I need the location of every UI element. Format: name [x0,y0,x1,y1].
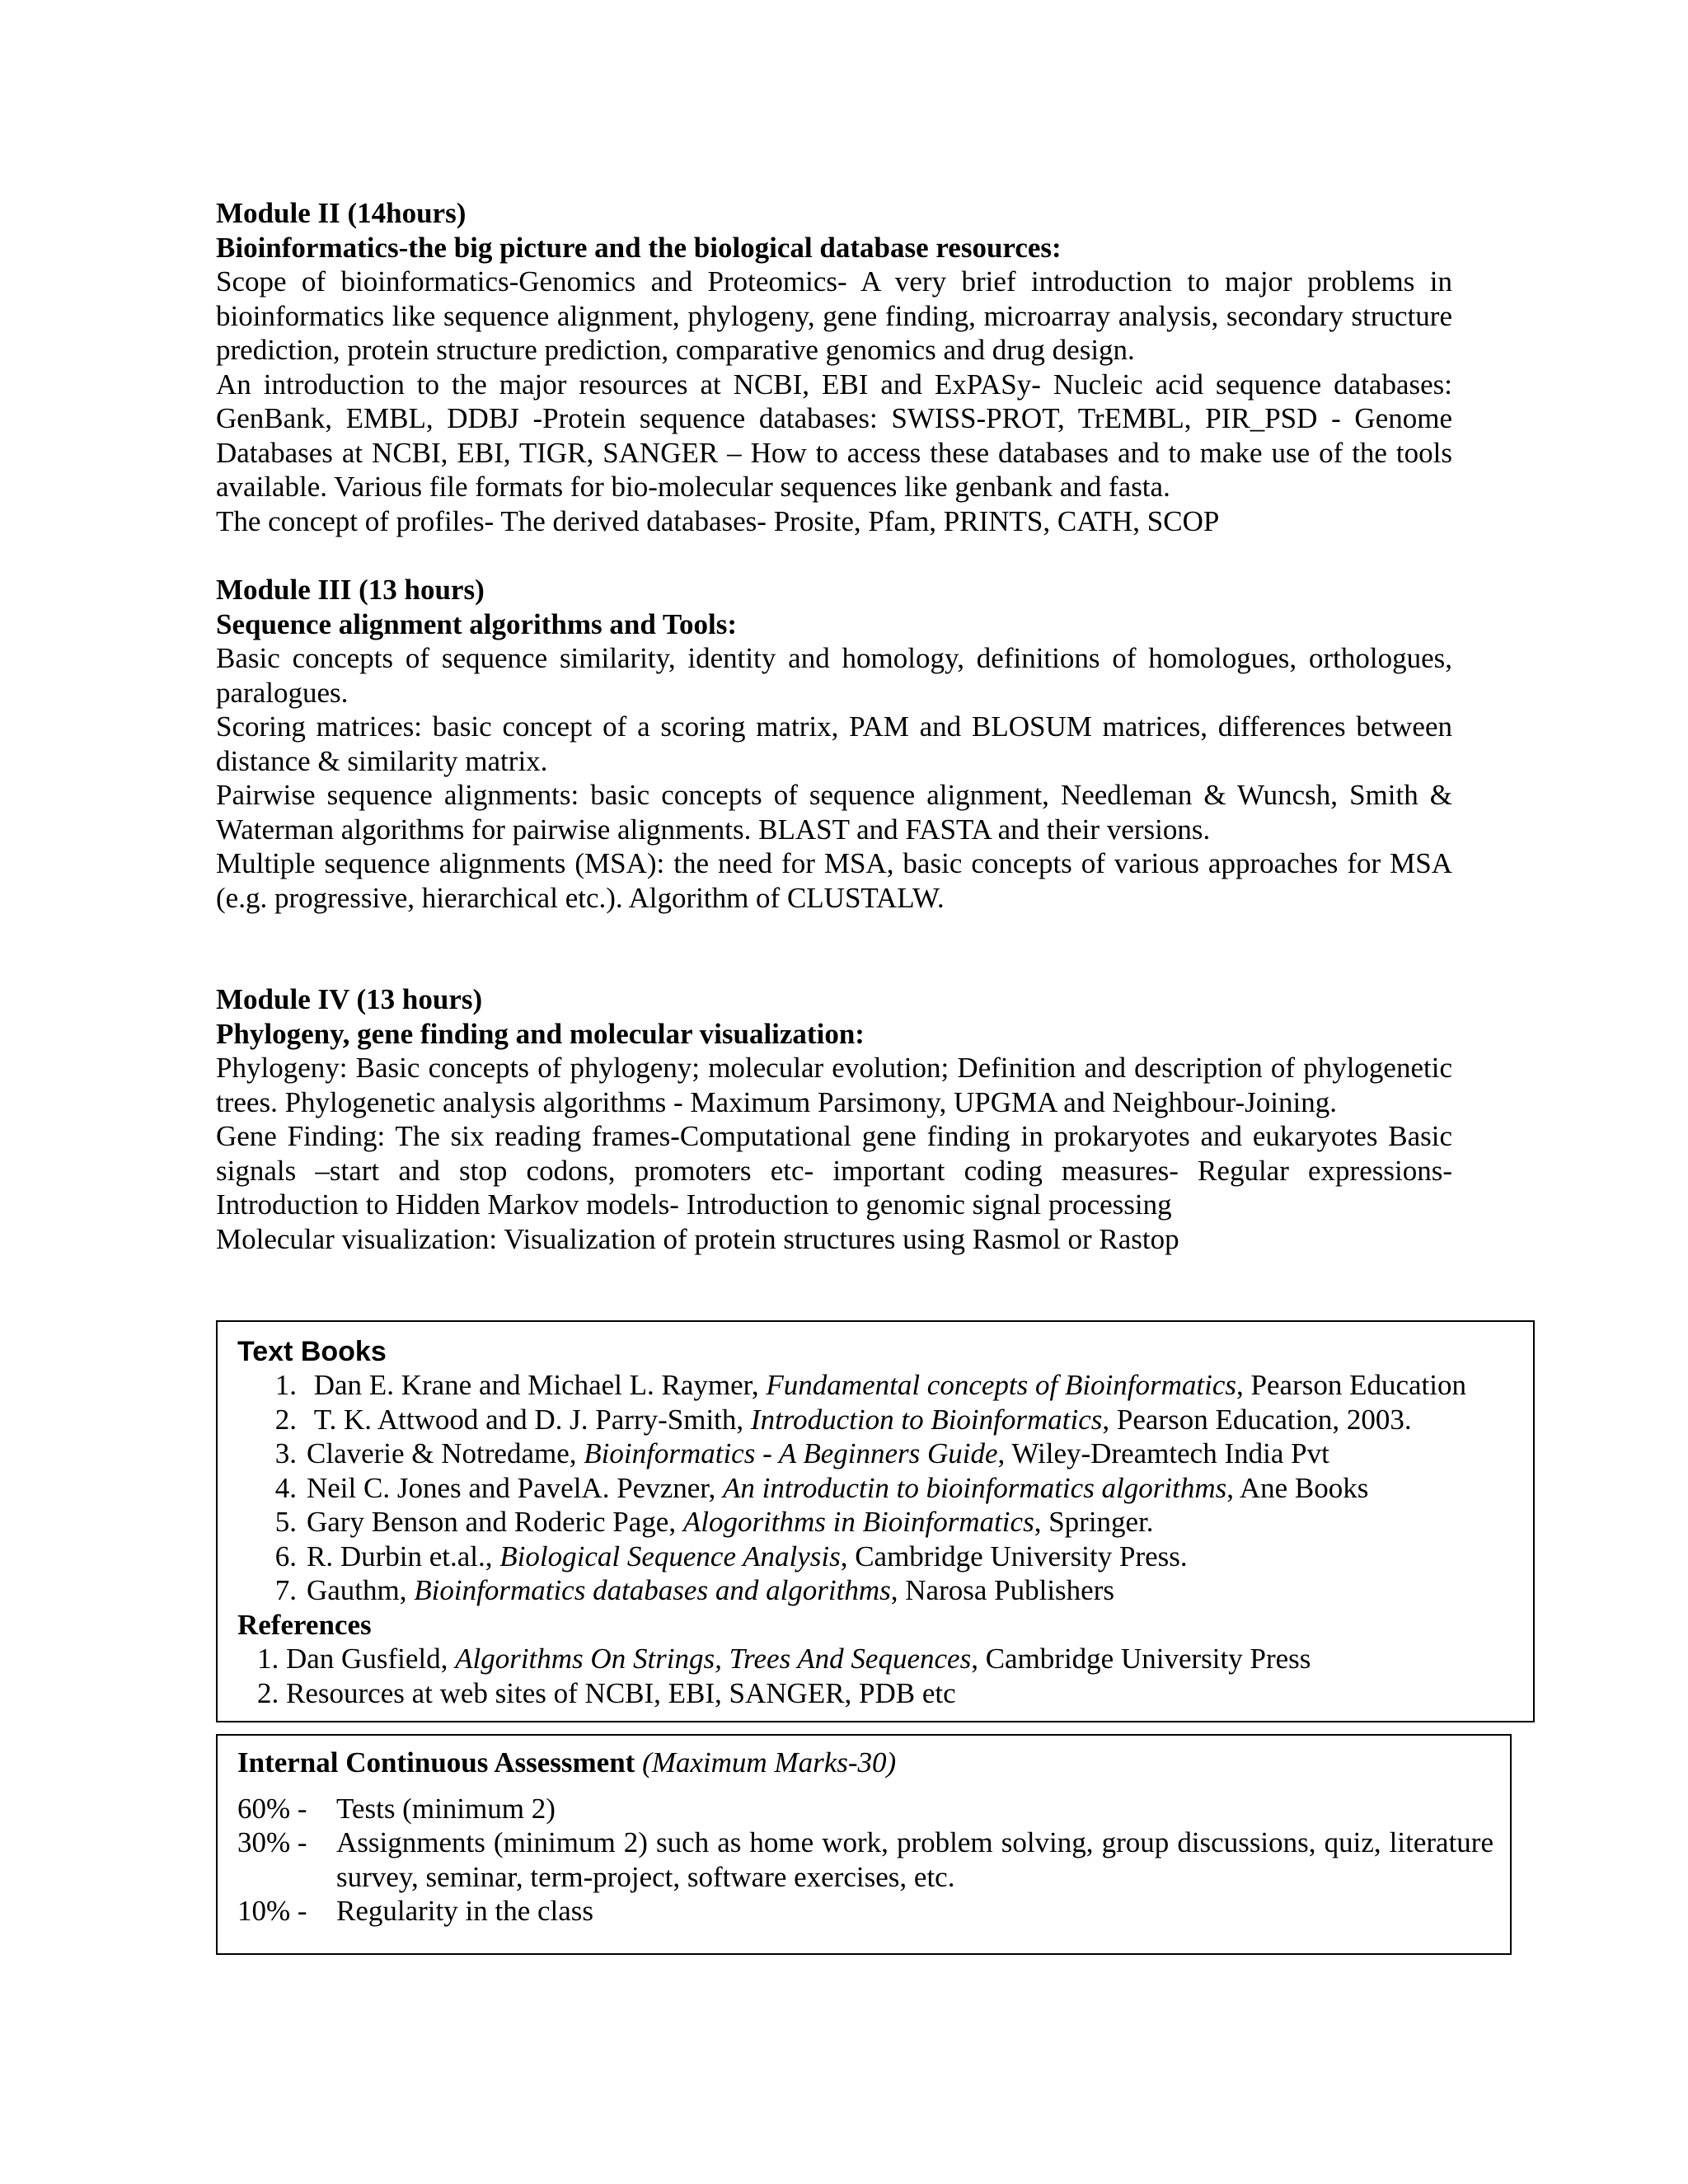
textbooks-heading: Text Books [237,1336,387,1367]
module-paragraph: Pairwise sequence alignments: basic concepts of sequence alignment, Needleman & Wuncsh, Smith & Waterman algorithms for pairwise alignments. BLAST and FASTA and their versions. [216,779,1452,846]
textbook-publisher: , Wiley-Dreamtech India Pvt [997,1437,1329,1469]
module-title: Module III (13 hours) [216,574,485,606]
list-number: 2. [257,1676,279,1709]
assessment-max-marks: (Maximum Marks-30) [642,1746,897,1779]
assessment-percentage: 60% - [237,1792,307,1825]
textbook-publisher: , Cambridge University Press. [840,1540,1188,1572]
textbook-publisher: , Pearson Education, 2003. [1102,1403,1412,1436]
textbook-title: Bioinformatics - A Beginners Guide [584,1437,998,1469]
textbook-authors: Claverie & Notredame, [307,1437,584,1469]
module-paragraph: Scoring matrices: basic concept of a scoring matrix, PAM and BLOSUM matrices, differences between distance & similarity matrix. [216,710,1452,777]
textbook-item [237,1505,1517,1540]
textbooks-box [216,1320,1535,1722]
reference-publisher: , Cambridge University Press [971,1643,1311,1675]
assessment-description: Tests (minimum 2) [336,1792,556,1825]
list-number: 4. [274,1471,297,1504]
assessment-description: Assignments (minimum 2) such as home work, problem solving, group discussions, quiz, literature survey, seminar, term-project, software exercises, etc. [336,1826,1493,1893]
textbook-title: Introduction to Bioinformatics [750,1403,1103,1436]
module-subtitle: Phylogeny, gene finding and molecular visualization: [216,1017,865,1050]
module-paragraph: Molecular visualization: Visualization of protein structures using Rasmol or Rastop [216,1222,1179,1255]
assessment-box [216,1734,1512,1955]
list-number: 7. [274,1574,297,1606]
assessment-title: Internal Continuous Assessment [237,1746,635,1779]
textbook-item [237,1436,1517,1471]
module-paragraph: Basic concepts of sequence similarity, identity and homology, definitions of homologues, orthologues, paralogues. [216,642,1452,709]
textbook-item [237,1368,1517,1403]
assessment-percentage: 10% - [237,1895,307,1927]
textbook-title: Bioinformatics databases and algorithms [414,1574,891,1606]
textbook-item [237,1573,1517,1608]
list-number: 1. [257,1643,279,1675]
textbook-authors: R. Durbin et.al., [307,1540,500,1572]
reference-item [237,1676,1517,1711]
reference-title: Algorithms On Strings, Trees And Sequences [455,1643,972,1675]
textbook-authors: T. K. Attwood and D. J. Parry-Smith, [313,1403,751,1436]
list-number: 2. [274,1403,297,1436]
reference-text: Resources at web sites of NCBI, EBI, SANGER, PDB etc [279,1676,956,1709]
module-2 [216,196,1452,538]
assessment-heading [237,1746,1493,1780]
module-subtitle: Sequence alignment algorithms and Tools: [216,607,738,640]
list-number: 3. [274,1437,297,1469]
module-title: Module IV (13 hours) [216,983,483,1015]
assessment-row [237,1825,1493,1894]
textbook-authors: Dan E. Krane and Michael L. Raymer, [313,1369,767,1401]
module-paragraph: Gene Finding: The six reading frames-Computational gene finding in prokaryotes and eukaryotes Basic signals –start and stop codons, promoters etc- important coding measures- Regular expressions- Introduction to Hidden Markov models- Introduction to genomic signal processing [216,1120,1452,1221]
module-3 [216,573,1452,915]
textbook-publisher: , Narosa Publishers [890,1574,1114,1606]
module-title: Module II (14hours) [216,197,467,229]
textbook-item [237,1403,1517,1437]
reference-item [237,1642,1517,1676]
list-number: 1. [274,1369,297,1401]
textbook-item [237,1471,1517,1506]
module-paragraph: Phylogeny: Basic concepts of phylogeny; molecular evolution; Definition and description of phylogenetic trees. Phylogenetic analysis algorithms - Maximum Parsimony, UPGMA and Neighbour-Joining. [216,1052,1452,1118]
list-number: 5. [274,1506,297,1538]
syllabus-content [216,196,1452,1256]
textbook-authors: Gary Benson and Roderic Page, [307,1506,683,1538]
textbook-publisher: , Ane Books [1226,1471,1369,1504]
textbook-authors: Gauthm, [307,1574,415,1606]
list-number: 6. [274,1540,297,1572]
module-subtitle: Bioinformatics-the big picture and the biological database resources: [216,231,1062,264]
textbook-title: Biological Sequence Analysis [499,1540,841,1572]
module-paragraph: An introduction to the major resources at NCBI, EBI and ExPASy- Nucleic acid sequence databases: GenBank, EMBL, DDBJ -Protein sequence databases: SWISS-PROT, TrEMBL, PIR_PSD - Genome Databases at NCBI, EBI, TIGR, SANGER – How to access these databases and to make use of the tools available. Various file formats for bio-molecular sequences like genbank and fasta. [216,368,1452,503]
textbook-title: An introductin to bioinformatics algorithms [723,1471,1227,1504]
textbook-publisher: , Pearson Education [1236,1369,1467,1401]
textbook-publisher: , Springer. [1034,1506,1154,1538]
assessment-row [237,1792,1493,1826]
textbooks-list [237,1368,1517,1608]
assessment-description: Regularity in the class [336,1895,594,1927]
module-paragraph: Multiple sequence alignments (MSA): the need for MSA, basic concepts of various approaches for MSA (e.g. progressive, hierarchical etc.). Algorithm of CLUSTALW. [216,847,1452,914]
module-paragraph: The concept of profiles- The derived databases- Prosite, Pfam, PRINTS, CATH, SCOP [216,504,1220,537]
textbook-title: Alogorithms in Bioinformatics [682,1506,1034,1538]
references-heading: References [237,1608,372,1641]
textbook-item [237,1540,1517,1574]
module-paragraph: Scope of bioinformatics-Genomics and Proteomics- A very brief introduction to major problems in bioinformatics like sequence alignment, phylogeny, gene finding, microarray analysis, secondary structure prediction, protein structure prediction, comparative genomics and drug design. [216,265,1452,366]
assessment-percentage: 30% - [237,1826,307,1858]
assessment-row [237,1894,1493,1929]
textbook-authors: Neil C. Jones and PavelA. Pevzner, [307,1471,724,1504]
module-4 [216,982,1452,1256]
reference-authors: Dan Gusfield, [279,1643,456,1675]
textbook-title: Fundamental concepts of Bioinformatics [766,1369,1237,1401]
